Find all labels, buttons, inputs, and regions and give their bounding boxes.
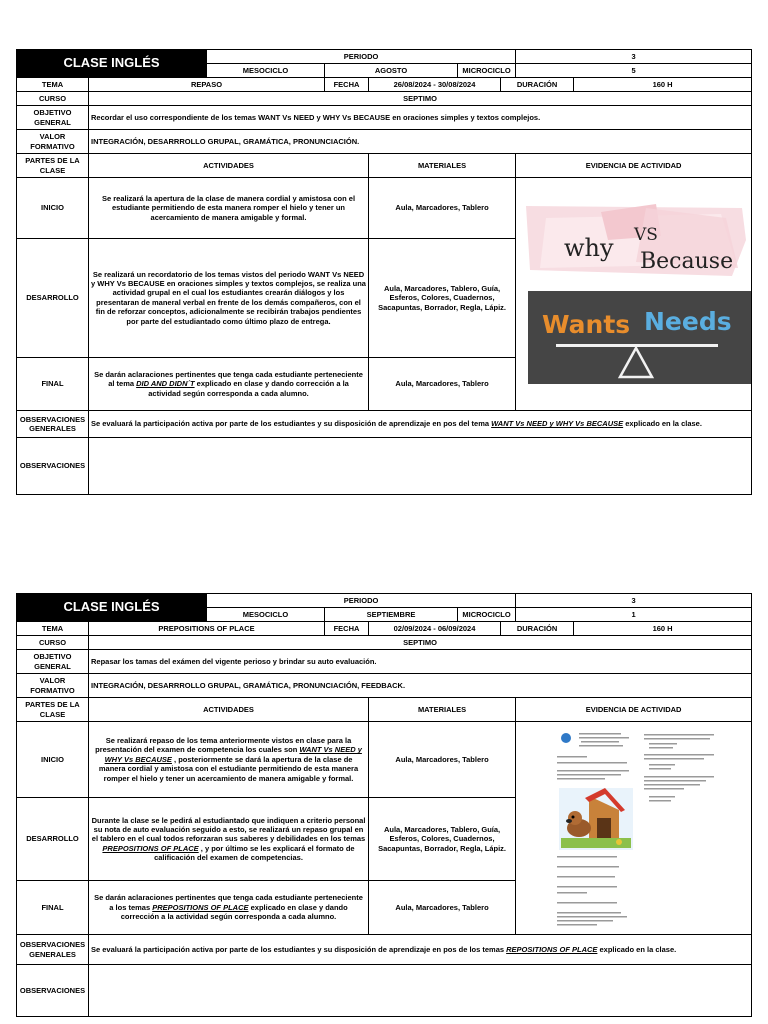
fecha-label: FECHA [325, 78, 369, 92]
lesson-plan-table [16, 593, 752, 1017]
duracion-label: DURACIÓN [501, 622, 574, 636]
valor-label: VALOR FORMATIVO [17, 130, 89, 154]
microciclo-value: 1 [516, 608, 752, 622]
evidence-image [549, 726, 719, 930]
valor-value: INTEGRACIÓN, DESARRROLLO GRUPAL, GRAMÁTICA, PRONUNCIACIÓN, FEEDBACK. [89, 674, 752, 698]
desarrollo-materials: Aula, Marcadores, Tablero, Guía, Esferos, Colores, Cuadernos, Sacapuntas, Borrador, Regla, Lápiz. [369, 798, 516, 881]
desarrollo-activity: Se realizará un recordatorio de los temas vistos del periodo WANT Vs NEED y WHY Vs BECAUSE en oraciones simples y textos complejos, se realiza una actividad grupal en el cual los estudiantes crearán diálogos y los presentaran de maneral verbal en frente de los demás compañeros, con el fin de reforzar conceptos, adicionalmente se recibirán trabajos pendientes por parte del estudiantado como último plazo de entrega. [89, 238, 369, 357]
duracion-label: DURACIÓN [501, 78, 574, 92]
desarrollo-label: DESARROLLO [17, 798, 89, 881]
periodo-value: 3 [516, 50, 752, 64]
evidencia-header: EVIDENCIA DE ACTIVIDAD [516, 698, 752, 722]
actividades-header: ACTIVIDADES [89, 698, 369, 722]
mesociclo-label: MESOCICLO [207, 608, 325, 622]
final-label: FINAL [17, 881, 89, 935]
wants-word: Wants [542, 310, 631, 339]
mesociclo-value: SEPTIEMBRE [325, 608, 458, 622]
duracion-value: 160 H [574, 622, 752, 636]
desarrollo-label: DESARROLLO [17, 238, 89, 357]
partes-label: PARTES DE LA CLASE [17, 698, 89, 722]
microciclo-label: MICROCICLO [458, 64, 516, 78]
tema-label: TEMA [17, 78, 89, 92]
periodo-label: PERIODO [207, 50, 516, 64]
final-label: FINAL [17, 357, 89, 410]
obs-generales-value: Se evaluará la participación activa por parte de los estudiantes y su disposición de aprendizaje en pos del tema WANT Vs NEED y WHY Vs BECAUSE explicado en la clase. [89, 411, 752, 438]
evidencia-header: EVIDENCIA DE ACTIVIDAD [516, 154, 752, 178]
fecha-value: 26/08/2024 - 30/08/2024 [369, 78, 501, 92]
curso-label: CURSO [17, 636, 89, 650]
valor-label: VALOR FORMATIVO [17, 674, 89, 698]
final-activity: Se darán aclaraciones pertinentes que tenga cada estudiante perteneciente al tema DID AND DIDN´T explicado en clase y dando corrección a la actividad según corresponda a cada alumno. [89, 357, 369, 410]
curso-value: SEPTIMO [89, 636, 752, 650]
vs-word: VS [634, 225, 659, 245]
evidence-image-cell [516, 722, 752, 935]
obs-generales-label: OBSERVACIONES GENERALES [17, 411, 89, 438]
inicio-activity: Se realizará repaso de los tema anteriormente vistos en clase para la presentación del examen de competencia los cuales son WANT Vs NEED y WHY Vs BECAUSE , posteriormente se dará la apertura de la clase de manera cordial y amistosa con el estudiante permitiendo de esta manera romper el hielo y tener un acercamiento de manera amigable y formal. [89, 722, 369, 798]
final-activity-topic: DID AND DIDN´T [136, 379, 195, 389]
periodo-value: 3 [516, 594, 752, 608]
observaciones-value [89, 965, 752, 1017]
partes-label: PARTES DE LA CLASE [17, 154, 89, 178]
objetivo-value: Recordar el uso correspondiente de los temas WANT Vs NEED y WHY Vs BECAUSE en oraciones simples y textos complejos. [89, 106, 752, 130]
fecha-label: FECHA [325, 622, 369, 636]
lesson-plan-2 [16, 593, 751, 1017]
desarrollo-materials: Aula, Marcadores, Tablero, Guía, Esferos, Colores, Cuadernos, Sacapuntas, Borrador, Regla, Lápiz. [369, 238, 516, 357]
obs-generales-topic: WANT Vs NEED y WHY Vs BECAUSE [491, 419, 624, 429]
worksheet-thumbnail [549, 726, 719, 930]
objetivo-label: OBJETIVO GENERAL [17, 106, 89, 130]
obs-generales-label: OBSERVACIONES GENERALES [17, 935, 89, 965]
observaciones-value [89, 438, 752, 495]
class-title: CLASE INGLÉS [17, 50, 207, 78]
microciclo-label: MICROCICLO [458, 608, 516, 622]
because-word: Because [640, 249, 734, 274]
why-because-wants-needs-illustration [516, 178, 752, 410]
inicio-activity-topic: WANT Vs NEED y WHY Vs BECAUSE [104, 745, 362, 764]
duracion-value: 160 H [574, 78, 752, 92]
why-word: why [564, 234, 614, 262]
observaciones-label: OBSERVACIONES [17, 438, 89, 495]
evidence-image-cell [516, 178, 752, 411]
periodo-label: PERIODO [207, 594, 516, 608]
desarrollo-activity-topic: PREPOSITIONS OF PLACE [102, 843, 199, 853]
final-materials: Aula, Marcadores, Tablero [369, 357, 516, 410]
lesson-plan-table [16, 49, 752, 495]
inicio-label: INICIO [17, 178, 89, 239]
evidence-image [516, 178, 752, 410]
final-activity: Se darán aclaraciones pertinentes que tenga cada estudiante perteneciente a los temas PREPOSITIONS OF PLACE explicado en clase y dando corrección a la actividad según corresponda a cada alumno. [89, 881, 369, 935]
class-title: CLASE INGLÉS [17, 594, 207, 622]
final-materials: Aula, Marcadores, Tablero [369, 881, 516, 935]
inicio-materials: Aula, Marcadores, Tablero [369, 178, 516, 239]
inicio-materials: Aula, Marcadores, Tablero [369, 722, 516, 798]
mesociclo-label: MESOCICLO [207, 64, 325, 78]
actividades-header: ACTIVIDADES [89, 154, 369, 178]
desarrollo-activity: Durante la clase se le pedirá al estudiantado que indiquen a criterio personal su nota de auto evaluación seguido a esto, se realizará un repaso grupal en el tablero en el cual todos reforzaran sus saberes y debilidades en los temas PREPOSITIONS OF PLACE , y por último se les explicará el formato de calificación del examen de competencias. [89, 798, 369, 881]
observaciones-label: OBSERVACIONES [17, 965, 89, 1017]
tema-value: PREPOSITIONS OF PLACE [89, 622, 325, 636]
valor-value: INTEGRACIÓN, DESARRROLLO GRUPAL, GRAMÁTICA, PRONUNCIACIÓN. [89, 130, 752, 154]
final-activity-topic: PREPOSITIONS OF PLACE [152, 902, 249, 912]
lesson-plan-1 [16, 49, 751, 495]
obs-generales-topic: REPOSITIONS OF PLACE [506, 944, 598, 954]
microciclo-value: 5 [516, 64, 752, 78]
inicio-activity: Se realizará la apertura de la clase de manera cordial y amistosa con el estudiante permitiendo de esta manera romper el hielo y tener un acercamiento de manera amigable y formal. [89, 178, 369, 239]
materiales-header: MATERIALES [369, 154, 516, 178]
curso-value: SEPTIMO [89, 92, 752, 106]
obs-generales-value: Se evaluará la participación activa por parte de los estudiantes y su disposición de aprendizaje en pos de los temas REPOSITIONS OF PLACE explicado en la clase. [89, 935, 752, 965]
materiales-header: MATERIALES [369, 698, 516, 722]
inicio-label: INICIO [17, 722, 89, 798]
needs-word: Needs [644, 307, 732, 336]
curso-label: CURSO [17, 92, 89, 106]
objetivo-value: Repasar los tamas del exámen del vigente perioso y brindar su auto evaluación. [89, 650, 752, 674]
mesociclo-value: AGOSTO [325, 64, 458, 78]
objetivo-label: OBJETIVO GENERAL [17, 650, 89, 674]
tema-value: REPASO [89, 78, 325, 92]
fecha-value: 02/09/2024 - 06/09/2024 [369, 622, 501, 636]
tema-label: TEMA [17, 622, 89, 636]
